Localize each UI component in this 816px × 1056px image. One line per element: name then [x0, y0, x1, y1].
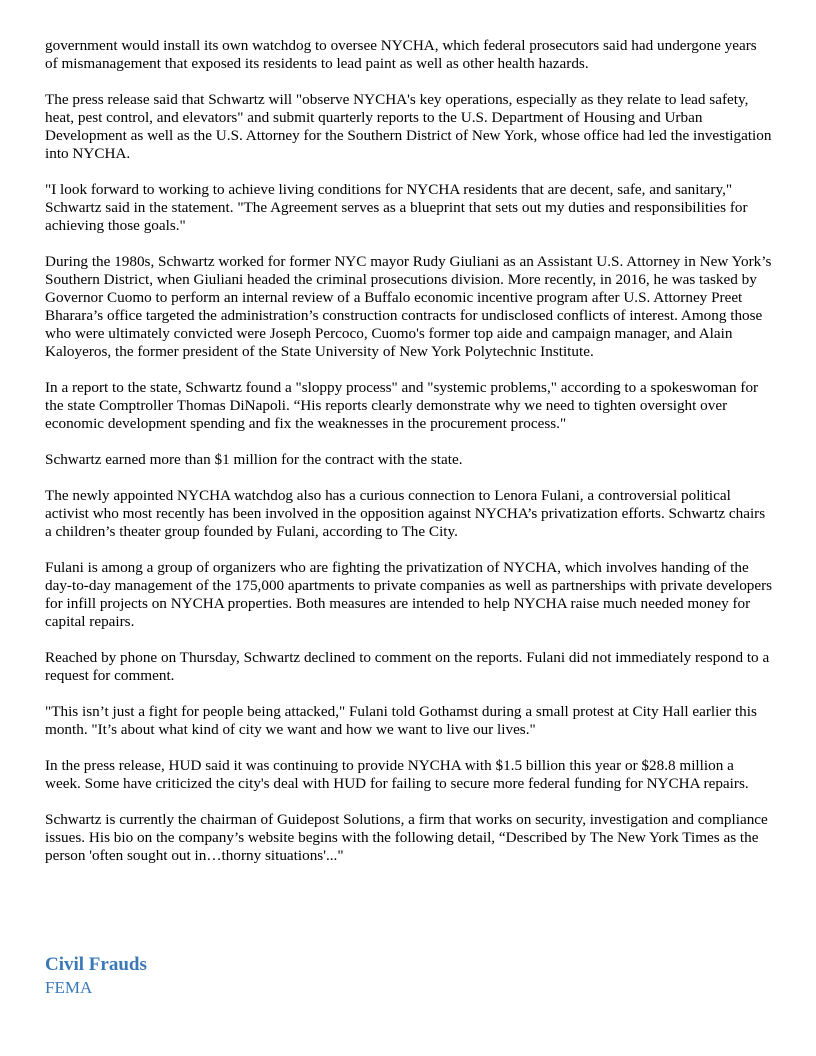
category-link-civil-frauds[interactable]: Civil Frauds — [45, 954, 147, 975]
article-paragraph-2: The press release said that Schwartz will "observe NYCHA's key operations, especially as they relate to lead safety, heat, pest control, and elevators" and submit quarterly reports to the U.S. Department of Housing and Urban Development as well as the U.S. Attorney for the Southern District of New York, whose office had led the investigation into NYCHA. — [45, 91, 772, 162]
article-paragraph-5: In a report to the state, Schwartz found a "sloppy process" and "systemic problems," according to a spokeswoman for the state Comptroller Thomas DiNapoli. “His reports clearly demonstrate why we need to tighten oversight over economic development spending and fix the weaknesses in the procurement process." — [45, 379, 759, 432]
article-paragraph-11: In the press release, HUD said it was continuing to provide NYCHA with $1.5 billion this year or $28.8 million a week. Some have criticized the city's deal with HUD for failing to secure more federal funding for NYCHA repairs. — [45, 757, 749, 792]
category-links — [45, 953, 147, 999]
article-paragraph-9: Reached by phone on Thursday, Schwartz declined to comment on the reports. Fulani did not immediately respond to a request for comment. — [45, 649, 770, 684]
article-paragraph-1: government would install its own watchdog to oversee NYCHA, which federal prosecutors said had undergone years of mismanagement that exposed its residents to lead paint as well as other health hazards. — [45, 37, 757, 72]
article-paragraph-4: During the 1980s, Schwartz worked for former NYC mayor Rudy Giuliani as an Assistant U.S. Attorney in New York’s Southern District, when Giuliani headed the criminal prosecutions division. More recently, in 2016, he was tasked by Governor Cuomo to perform an internal review of a Buffalo economic incentive program after U.S. Attorney Preet Bharara’s office targeted the administration’s construction contracts for undisclosed conflicts of interest. Among those who were ultimately convicted were Joseph Percoco, Cuomo's former top aide and campaign manager, and Alain Kaloyeros, the former president of the State University of New York Polytechnic Institute. — [45, 253, 772, 360]
article-paragraph-6: Schwartz earned more than $1 million for the contract with the state. — [45, 451, 463, 468]
article-paragraph-10: "This isn’t just a fight for people being attacked," Fulani told Gothamst during a small protest at City Hall earlier this month. "It’s about what kind of city we want and how we want to live our lives." — [45, 703, 757, 738]
article-paragraph-12: Schwartz is currently the chairman of Guidepost Solutions, a firm that works on security, investigation and compliance issues. His bio on the company’s website begins with the following detail, “Described by The New York Times as the person 'often sought out in…thorny situations'..." — [45, 811, 768, 864]
article-paragraph-7: The newly appointed NYCHA watchdog also has a curious connection to Lenora Fulani, a controversial political activist who most recently has been involved in the opposition against NYCHA’s privatization efforts. Schwartz chairs a children’s theater group founded by Fulani, according to The City. — [45, 487, 766, 540]
category-link-fema[interactable]: FEMA — [45, 978, 93, 997]
article-paragraph-8: Fulani is among a group of organizers who are fighting the privatization of NYCHA, which involves handing of the day-to-day management of the 175,000 apartments to private companies as well as partnerships with private developers for infill projects on NYCHA properties. Both measures are intended to help NYCHA raise much needed money for capital repairs. — [45, 559, 773, 630]
article-paragraph-3: "I look forward to working to achieve living conditions for NYCHA residents that are decent, safe, and sanitary," Schwartz said in the statement. "The Agreement serves as a blueprint that sets out my duties and responsibilities for achieving those goals." — [45, 181, 748, 234]
article-body — [45, 37, 773, 883]
